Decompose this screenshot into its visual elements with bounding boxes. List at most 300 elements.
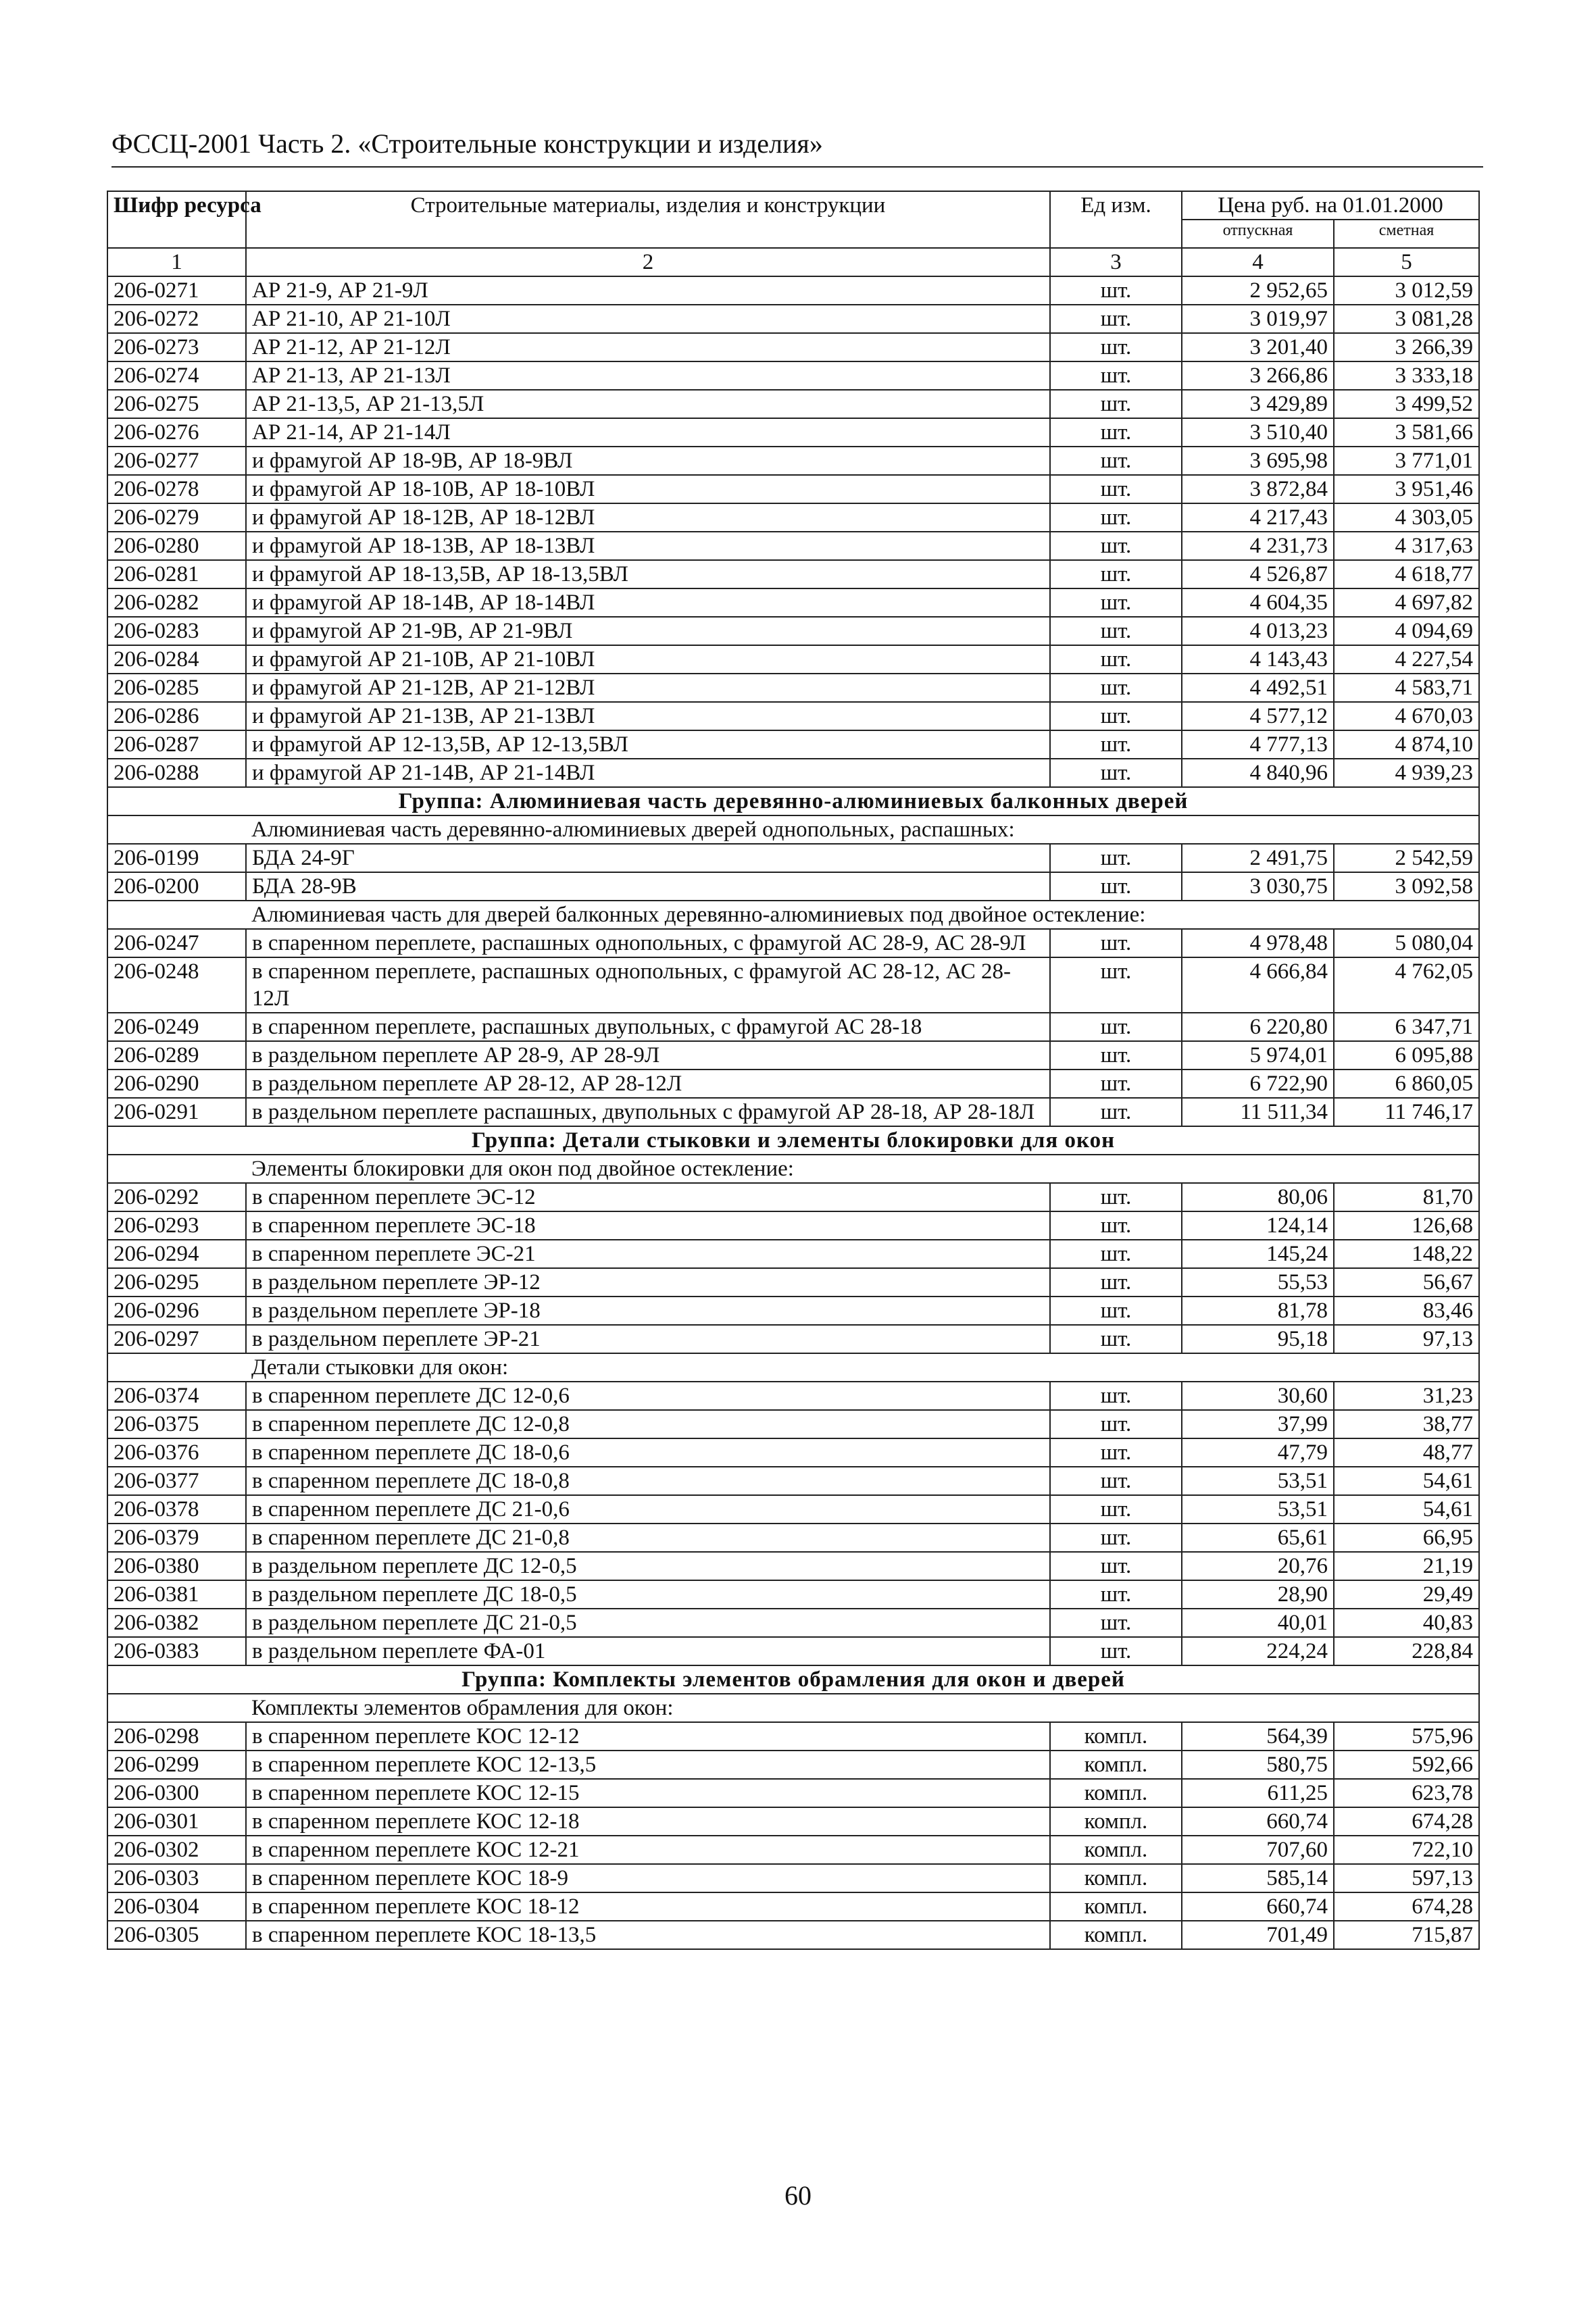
material-name: в спаренном переплете КОС 12-15	[246, 1779, 1050, 1807]
material-name: в раздельном переплете ДС 18-0,5	[246, 1580, 1050, 1609]
estimate-price: 4 618,77	[1334, 560, 1479, 588]
material-name: в раздельном переплете ЭР-21	[246, 1325, 1050, 1353]
estimate-price: 126,68	[1334, 1211, 1479, 1240]
material-name: и фрамугой АР 21-10В, АР 21-10ВЛ	[246, 645, 1050, 674]
unit: шт.	[1050, 1240, 1182, 1268]
unit: шт.	[1050, 1382, 1182, 1410]
material-name: БДА 28-9В	[246, 872, 1050, 901]
table-row	[107, 929, 1479, 957]
group-title: Группа: Алюминиевая часть деревянно-алюминиевых балконных дверей	[107, 787, 1479, 815]
release-price: 4 492,51	[1182, 674, 1334, 702]
release-price: 4 666,84	[1182, 957, 1334, 1013]
material-name: и фрамугой АР 18-12В, АР 18-12ВЛ	[246, 503, 1050, 532]
release-price: 145,24	[1182, 1240, 1334, 1268]
resource-code: 206-0281	[107, 560, 246, 588]
table-row	[107, 1041, 1479, 1070]
release-price: 3 872,84	[1182, 475, 1334, 503]
estimate-price: 3 951,46	[1334, 475, 1479, 503]
group-row	[107, 1665, 1479, 1694]
estimate-price: 3 333,18	[1334, 361, 1479, 390]
table-row	[107, 1609, 1479, 1637]
release-price: 701,49	[1182, 1921, 1334, 1949]
estimate-price: 3 581,66	[1334, 418, 1479, 447]
estimate-price: 3 266,39	[1334, 333, 1479, 361]
unit: шт.	[1050, 418, 1182, 447]
table-row	[107, 1410, 1479, 1438]
resource-code: 206-0380	[107, 1552, 246, 1580]
resource-code: 206-0271	[107, 276, 246, 305]
subgroup-spacer	[107, 1155, 246, 1183]
column-number-row	[107, 248, 1479, 276]
subgroup-title: Детали стыковки для окон:	[246, 1353, 1479, 1382]
table-row	[107, 1495, 1479, 1524]
unit: шт.	[1050, 1495, 1182, 1524]
table-row	[107, 1836, 1479, 1864]
material-name: в спаренном переплете ЭС-18	[246, 1211, 1050, 1240]
col-header-unit: Ед изм.	[1050, 191, 1182, 248]
estimate-price: 575,96	[1334, 1722, 1479, 1751]
estimate-price: 715,87	[1334, 1921, 1479, 1949]
table-row	[107, 1183, 1479, 1211]
col-number: 2	[246, 248, 1050, 276]
release-price: 3 266,86	[1182, 361, 1334, 390]
unit: шт.	[1050, 390, 1182, 418]
resource-code: 206-0296	[107, 1297, 246, 1325]
estimate-price: 4 939,23	[1334, 759, 1479, 787]
material-name: и фрамугой АР 12-13,5В, АР 12-13,5ВЛ	[246, 730, 1050, 759]
resource-code: 206-0298	[107, 1722, 246, 1751]
unit: шт.	[1050, 588, 1182, 617]
table-row	[107, 1467, 1479, 1495]
estimate-price: 31,23	[1334, 1382, 1479, 1410]
table-row	[107, 1524, 1479, 1552]
unit: шт.	[1050, 674, 1182, 702]
material-name: в спаренном переплете КОС 18-12	[246, 1892, 1050, 1921]
release-price: 3 030,75	[1182, 872, 1334, 901]
material-name: и фрамугой АР 18-13,5В, АР 18-13,5ВЛ	[246, 560, 1050, 588]
release-price: 37,99	[1182, 1410, 1334, 1438]
material-name: в раздельном переплете ЭР-18	[246, 1297, 1050, 1325]
unit: шт.	[1050, 1211, 1182, 1240]
unit: шт.	[1050, 730, 1182, 759]
material-name: в спаренном переплете, распашных однопольных, с фрамугой АС 28-9, АС 28-9Л	[246, 929, 1050, 957]
estimate-price: 4 094,69	[1334, 617, 1479, 645]
table-row	[107, 1921, 1479, 1949]
resource-code: 206-0291	[107, 1098, 246, 1126]
estimate-price: 3 081,28	[1334, 305, 1479, 333]
unit: компл.	[1050, 1864, 1182, 1892]
material-name: и фрамугой АР 21-9В, АР 21-9ВЛ	[246, 617, 1050, 645]
table-row	[107, 418, 1479, 447]
table-row	[107, 702, 1479, 730]
resource-code: 206-0379	[107, 1524, 246, 1552]
unit: компл.	[1050, 1892, 1182, 1921]
unit: шт.	[1050, 1041, 1182, 1070]
resource-code: 206-0249	[107, 1013, 246, 1041]
release-price: 4 840,96	[1182, 759, 1334, 787]
material-name: в спаренном переплете КОС 18-13,5	[246, 1921, 1050, 1949]
table-row	[107, 390, 1479, 418]
estimate-price: 81,70	[1334, 1183, 1479, 1211]
table-header-row-1	[107, 191, 1479, 220]
col-number: 5	[1334, 248, 1479, 276]
estimate-price: 4 762,05	[1334, 957, 1479, 1013]
unit: шт.	[1050, 702, 1182, 730]
resource-code: 206-0297	[107, 1325, 246, 1353]
table-row	[107, 1268, 1479, 1297]
table-row	[107, 305, 1479, 333]
release-price: 4 217,43	[1182, 503, 1334, 532]
resource-code: 206-0300	[107, 1779, 246, 1807]
unit: шт.	[1050, 503, 1182, 532]
estimate-price: 5 080,04	[1334, 929, 1479, 957]
estimate-price: 148,22	[1334, 1240, 1479, 1268]
estimate-price: 83,46	[1334, 1297, 1479, 1325]
resource-code: 206-0278	[107, 475, 246, 503]
release-price: 4 013,23	[1182, 617, 1334, 645]
release-price: 660,74	[1182, 1892, 1334, 1921]
col-header-code: Шифр ресурса	[107, 191, 246, 248]
release-price: 5 974,01	[1182, 1041, 1334, 1070]
unit: шт.	[1050, 1524, 1182, 1552]
table-row	[107, 1637, 1479, 1665]
unit: шт.	[1050, 361, 1182, 390]
release-price: 3 429,89	[1182, 390, 1334, 418]
release-price: 124,14	[1182, 1211, 1334, 1240]
unit: шт.	[1050, 759, 1182, 787]
material-name: и фрамугой АР 18-13В, АР 18-13ВЛ	[246, 532, 1050, 560]
material-name: в раздельном переплете ЭР-12	[246, 1268, 1050, 1297]
subgroup-row	[107, 1353, 1479, 1382]
unit: шт.	[1050, 1013, 1182, 1041]
release-price: 224,24	[1182, 1637, 1334, 1665]
unit: компл.	[1050, 1751, 1182, 1779]
table-row	[107, 475, 1479, 503]
resource-code: 206-0293	[107, 1211, 246, 1240]
release-price: 81,78	[1182, 1297, 1334, 1325]
group-row	[107, 787, 1479, 815]
material-name: в спаренном переплете ЭС-12	[246, 1183, 1050, 1211]
material-name: АР 21-14, АР 21-14Л	[246, 418, 1050, 447]
table-row	[107, 503, 1479, 532]
release-price: 2 952,65	[1182, 276, 1334, 305]
table-row	[107, 1098, 1479, 1126]
subgroup-title: Алюминиевая часть деревянно-алюминиевых дверей однопольных, распашных:	[246, 815, 1479, 844]
table-row	[107, 957, 1479, 1013]
estimate-price: 4 583,71	[1334, 674, 1479, 702]
estimate-price: 6 860,05	[1334, 1070, 1479, 1098]
estimate-price: 3 771,01	[1334, 447, 1479, 475]
estimate-price: 228,84	[1334, 1637, 1479, 1665]
estimate-price: 3 499,52	[1334, 390, 1479, 418]
unit: шт.	[1050, 1297, 1182, 1325]
release-price: 3 695,98	[1182, 447, 1334, 475]
resource-code: 206-0375	[107, 1410, 246, 1438]
unit: шт.	[1050, 617, 1182, 645]
estimate-price: 97,13	[1334, 1325, 1479, 1353]
unit: шт.	[1050, 957, 1182, 1013]
table-row	[107, 588, 1479, 617]
resource-code: 206-0290	[107, 1070, 246, 1098]
release-price: 580,75	[1182, 1751, 1334, 1779]
release-price: 53,51	[1182, 1467, 1334, 1495]
estimate-price: 21,19	[1334, 1552, 1479, 1580]
unit: шт.	[1050, 1637, 1182, 1665]
material-name: в раздельном переплете АР 28-9, АР 28-9Л	[246, 1041, 1050, 1070]
unit: шт.	[1050, 1580, 1182, 1609]
material-name: АР 21-13, АР 21-13Л	[246, 361, 1050, 390]
table-row	[107, 1580, 1479, 1609]
resource-code: 206-0305	[107, 1921, 246, 1949]
unit: шт.	[1050, 1552, 1182, 1580]
estimate-price: 4 227,54	[1334, 645, 1479, 674]
unit: шт.	[1050, 1410, 1182, 1438]
release-price: 4 777,13	[1182, 730, 1334, 759]
resource-code: 206-0381	[107, 1580, 246, 1609]
resource-code: 206-0294	[107, 1240, 246, 1268]
subgroup-title: Алюминиевая часть для дверей балконных деревянно-алюминиевых под двойное остекление:	[246, 901, 1479, 929]
resource-code: 206-0272	[107, 305, 246, 333]
unit: компл.	[1050, 1807, 1182, 1836]
resource-code: 206-0248	[107, 957, 246, 1013]
resource-code: 206-0279	[107, 503, 246, 532]
col-number: 1	[107, 248, 246, 276]
table-row	[107, 617, 1479, 645]
estimate-price: 4 874,10	[1334, 730, 1479, 759]
unit: шт.	[1050, 532, 1182, 560]
estimate-price: 56,67	[1334, 1268, 1479, 1297]
table-row	[107, 674, 1479, 702]
resource-code: 206-0292	[107, 1183, 246, 1211]
material-name: в спаренном переплете, распашных двупольных, с фрамугой АС 28-18	[246, 1013, 1050, 1041]
resource-code: 206-0280	[107, 532, 246, 560]
unit: компл.	[1050, 1779, 1182, 1807]
estimate-price: 4 697,82	[1334, 588, 1479, 617]
unit: шт.	[1050, 929, 1182, 957]
estimate-price: 4 303,05	[1334, 503, 1479, 532]
table-row	[107, 276, 1479, 305]
resource-code: 206-0289	[107, 1041, 246, 1070]
release-price: 4 526,87	[1182, 560, 1334, 588]
col-header-release-price: отпускная	[1182, 220, 1334, 248]
material-name: в спаренном переплете ДС 18-0,6	[246, 1438, 1050, 1467]
unit: компл.	[1050, 1836, 1182, 1864]
table-row	[107, 1552, 1479, 1580]
table-row	[107, 1722, 1479, 1751]
release-price: 4 231,73	[1182, 532, 1334, 560]
release-price: 40,01	[1182, 1609, 1334, 1637]
unit: шт.	[1050, 1183, 1182, 1211]
estimate-price: 40,83	[1334, 1609, 1479, 1637]
resource-code: 206-0286	[107, 702, 246, 730]
unit: шт.	[1050, 844, 1182, 872]
table-row	[107, 759, 1479, 787]
group-title: Группа: Детали стыковки и элементы блокировки для окон	[107, 1126, 1479, 1155]
resource-code: 206-0288	[107, 759, 246, 787]
estimate-price: 2 542,59	[1334, 844, 1479, 872]
release-price: 564,39	[1182, 1722, 1334, 1751]
estimate-price: 29,49	[1334, 1580, 1479, 1609]
unit: компл.	[1050, 1921, 1182, 1949]
unit: шт.	[1050, 1467, 1182, 1495]
release-price: 95,18	[1182, 1325, 1334, 1353]
release-price: 611,25	[1182, 1779, 1334, 1807]
col-header-estimate-price: сметная	[1334, 220, 1479, 248]
table-row	[107, 1382, 1479, 1410]
estimate-price: 66,95	[1334, 1524, 1479, 1552]
material-name: АР 21-10, АР 21-10Л	[246, 305, 1050, 333]
unit: шт.	[1050, 1268, 1182, 1297]
material-name: АР 21-13,5, АР 21-13,5Л	[246, 390, 1050, 418]
subgroup-row	[107, 815, 1479, 844]
unit: шт.	[1050, 276, 1182, 305]
material-name: и фрамугой АР 18-10В, АР 18-10ВЛ	[246, 475, 1050, 503]
subgroup-row	[107, 1155, 1479, 1183]
material-name: в спаренном переплете КОС 12-18	[246, 1807, 1050, 1836]
release-price: 3 201,40	[1182, 333, 1334, 361]
resource-code: 206-0200	[107, 872, 246, 901]
subgroup-title: Элементы блокировки для окон под двойное остекление:	[246, 1155, 1479, 1183]
unit: шт.	[1050, 872, 1182, 901]
resource-code: 206-0301	[107, 1807, 246, 1836]
col-number: 4	[1182, 248, 1334, 276]
subgroup-spacer	[107, 1353, 246, 1382]
material-name: и фрамугой АР 21-13В, АР 21-13ВЛ	[246, 702, 1050, 730]
release-price: 20,76	[1182, 1552, 1334, 1580]
estimate-price: 597,13	[1334, 1864, 1479, 1892]
estimate-price: 722,10	[1334, 1836, 1479, 1864]
release-price: 660,74	[1182, 1807, 1334, 1836]
material-name: и фрамугой АР 18-9В, АР 18-9ВЛ	[246, 447, 1050, 475]
release-price: 3 019,97	[1182, 305, 1334, 333]
resource-code: 206-0304	[107, 1892, 246, 1921]
release-price: 80,06	[1182, 1183, 1334, 1211]
table-row	[107, 872, 1479, 901]
resource-code: 206-0274	[107, 361, 246, 390]
table-row	[107, 1297, 1479, 1325]
resource-code: 206-0282	[107, 588, 246, 617]
unit: шт.	[1050, 1325, 1182, 1353]
release-price: 4 604,35	[1182, 588, 1334, 617]
table-row	[107, 730, 1479, 759]
table-row	[107, 1751, 1479, 1779]
table-row	[107, 1013, 1479, 1041]
release-price: 4 577,12	[1182, 702, 1334, 730]
release-price: 30,60	[1182, 1382, 1334, 1410]
release-price: 4 143,43	[1182, 645, 1334, 674]
resource-code: 206-0287	[107, 730, 246, 759]
subgroup-spacer	[107, 1694, 246, 1722]
resource-code: 206-0283	[107, 617, 246, 645]
release-price: 6 722,90	[1182, 1070, 1334, 1098]
release-price: 28,90	[1182, 1580, 1334, 1609]
subgroup-row	[107, 901, 1479, 929]
release-price: 3 510,40	[1182, 418, 1334, 447]
table-row	[107, 1325, 1479, 1353]
estimate-price: 38,77	[1334, 1410, 1479, 1438]
resource-code: 206-0295	[107, 1268, 246, 1297]
material-name: в раздельном переплете ДС 21-0,5	[246, 1609, 1050, 1637]
resource-code: 206-0275	[107, 390, 246, 418]
resource-code: 206-0277	[107, 447, 246, 475]
table-row	[107, 645, 1479, 674]
estimate-price: 3 092,58	[1334, 872, 1479, 901]
table-row	[107, 361, 1479, 390]
material-name: в раздельном переплете ФА-01	[246, 1637, 1050, 1665]
subgroup-spacer	[107, 901, 246, 929]
material-name: АР 21-12, АР 21-12Л	[246, 333, 1050, 361]
subgroup-row	[107, 1694, 1479, 1722]
resource-code: 206-0302	[107, 1836, 246, 1864]
release-price: 2 491,75	[1182, 844, 1334, 872]
resource-code: 206-0276	[107, 418, 246, 447]
estimate-price: 3 012,59	[1334, 276, 1479, 305]
estimate-price: 6 347,71	[1334, 1013, 1479, 1041]
material-name: в спаренном переплете ЭС-21	[246, 1240, 1050, 1268]
price-table	[107, 191, 1480, 1950]
group-row	[107, 1126, 1479, 1155]
unit: шт.	[1050, 1098, 1182, 1126]
material-name: в спаренном переплете КОС 12-21	[246, 1836, 1050, 1864]
estimate-price: 592,66	[1334, 1751, 1479, 1779]
material-name: и фрамугой АР 21-12В, АР 21-12ВЛ	[246, 674, 1050, 702]
subgroup-spacer	[107, 815, 246, 844]
table-row	[107, 333, 1479, 361]
table-row	[107, 1807, 1479, 1836]
material-name: в спаренном переплете, распашных однопольных, с фрамугой АС 28-12, АС 28-12Л	[246, 957, 1050, 1013]
resource-code: 206-0299	[107, 1751, 246, 1779]
resource-code: 206-0284	[107, 645, 246, 674]
material-name: в спаренном переплете КОС 12-13,5	[246, 1751, 1050, 1779]
material-name: в раздельном переплете ДС 12-0,5	[246, 1552, 1050, 1580]
material-name: в спаренном переплете ДС 21-0,8	[246, 1524, 1050, 1552]
material-name: в раздельном переплете распашных, двупольных с фрамугой АР 28-18, АР 28-18Л	[246, 1098, 1050, 1126]
unit: шт.	[1050, 1438, 1182, 1467]
material-name: в спаренном переплете ДС 18-0,8	[246, 1467, 1050, 1495]
resource-code: 206-0383	[107, 1637, 246, 1665]
table-row	[107, 844, 1479, 872]
release-price: 4 978,48	[1182, 929, 1334, 957]
unit: шт.	[1050, 560, 1182, 588]
table-row	[107, 1070, 1479, 1098]
material-name: в спаренном переплете ДС 12-0,8	[246, 1410, 1050, 1438]
material-name: в спаренном переплете КОС 12-12	[246, 1722, 1050, 1751]
estimate-price: 11 746,17	[1334, 1098, 1479, 1126]
unit: шт.	[1050, 305, 1182, 333]
estimate-price: 54,61	[1334, 1467, 1479, 1495]
estimate-price: 6 095,88	[1334, 1041, 1479, 1070]
unit: шт.	[1050, 447, 1182, 475]
resource-code: 206-0303	[107, 1864, 246, 1892]
release-price: 585,14	[1182, 1864, 1334, 1892]
resource-code: 206-0374	[107, 1382, 246, 1410]
estimate-price: 4 317,63	[1334, 532, 1479, 560]
unit: шт.	[1050, 1609, 1182, 1637]
resource-code: 206-0376	[107, 1438, 246, 1467]
page-header: ФССЦ-2001 Часть 2. «Строительные конструкции и изделия»	[111, 127, 1483, 168]
estimate-price: 623,78	[1334, 1779, 1479, 1807]
resource-code: 206-0285	[107, 674, 246, 702]
release-price: 47,79	[1182, 1438, 1334, 1467]
unit: шт.	[1050, 1070, 1182, 1098]
page-number: 60	[784, 2180, 812, 2211]
unit: шт.	[1050, 475, 1182, 503]
material-name: в спаренном переплете ДС 12-0,6	[246, 1382, 1050, 1410]
material-name: и фрамугой АР 21-14В, АР 21-14ВЛ	[246, 759, 1050, 787]
estimate-price: 48,77	[1334, 1438, 1479, 1467]
material-name: в раздельном переплете АР 28-12, АР 28-12Л	[246, 1070, 1050, 1098]
material-name: в спаренном переплете ДС 21-0,6	[246, 1495, 1050, 1524]
